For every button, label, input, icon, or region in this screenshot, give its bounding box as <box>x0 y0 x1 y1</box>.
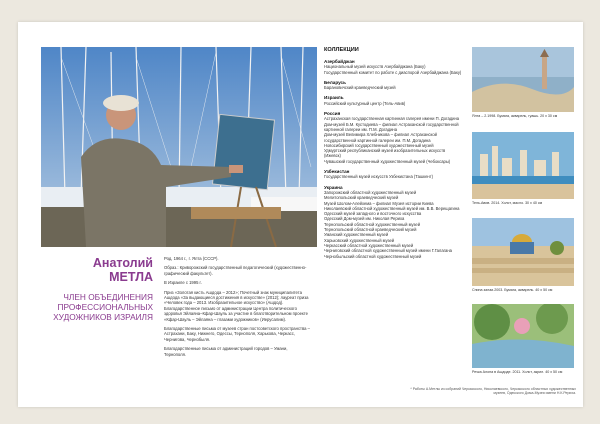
collection-entry: Барановичский краеведческий музей <box>324 85 396 91</box>
collection-entry: Государственный комитет по работе с диаспорой Азербайджана (Баку) <box>324 69 462 75</box>
collection-entry: Уманский художественный музей <box>324 232 389 238</box>
collection-country: Узбекистан <box>324 169 350 175</box>
painting-caption: Тель-Авив. 2014. Холст, масло. 30 x 40 см <box>472 201 543 205</box>
collection-entry: Музей Шолом-Алейхема – филиал Музея истории Киева <box>324 200 434 206</box>
bio-paragraph: Приз «Золотая кисть Ашдода – 2012»; Почетный знак муниципалитета Ашдода «За выдающиеся достижения в искусстве» (2012); лауреат приза «Человек года – 2013. Изобразительное искусство» (Ашдод). Благодарственное письмо от администрации Центра политического здоровья Эйлаяна–Кфар-Шауль за участие в благотворительном проекте «Кфар-Шауль – Эйлаяна – глазами художников» (Иерусалим). <box>164 289 309 322</box>
collection-country: Азербайджан <box>324 59 355 64</box>
collection-entry: Мелитопольский краеведческий музей <box>324 195 399 201</box>
collection-entry: Черниговский областной художественный музей имени Г.Галагана <box>324 248 452 254</box>
painting-caption: Спина залаи.2003. Бумага, акварель. 40 x 50 см <box>472 288 553 292</box>
collection-entry: Астраханская государственная картинная галерея имени П. Догадина <box>324 116 460 122</box>
bio-paragraph: В Израиле с 1995 г. <box>164 280 202 286</box>
collection-entry: Черкасский областной художественный музей <box>324 242 414 248</box>
collection-entry: Чернобыльский областной художественный музей <box>324 253 422 259</box>
collection-entry: Одесский музей западного и восточного искусства <box>324 211 422 217</box>
collection-country: Беларусь <box>324 79 346 85</box>
collection-entry: Харьковский художественный музей <box>324 237 395 243</box>
bio-paragraph: Образ.: Криворожский государственный педагогический (художественно-графический факультет). <box>164 265 307 276</box>
collection-entry: Национальный музей искусств Азербайджана (Баку) <box>324 64 426 70</box>
artist-name-block <box>41 256 153 322</box>
collection-entry: Дом-музей Велимира Хлебникова – филиал Астраханской государственной картинной галереи им. П.М. Догадина <box>324 132 437 143</box>
painting-yalta <box>472 47 574 112</box>
painting-caption: Речка Алона в Ашдоде. 2011. Холст, акрил. 40 x 50 см <box>472 370 563 374</box>
collection-entry: Николаевский областной художественный музей им. В.В. Верещагина <box>324 205 460 211</box>
painting-tel-aviv <box>472 132 574 199</box>
artist-painting-photo <box>41 47 317 247</box>
collection-entry: Чувашский государственный художественный музей (Чебоксары) <box>324 158 451 164</box>
collection-entry: Одесский Дом-музей им. Николая Рериха <box>324 216 405 222</box>
collections-title: КОЛЛЕКЦИИ <box>324 47 359 53</box>
collection-entry: Новосибирский государственный художественный музей <box>324 142 434 148</box>
artist-first-name: Анатолий <box>92 256 153 270</box>
collection-entry: Государственный музей искусств Узбекистана (Ташкент) <box>324 174 433 180</box>
collection-entry: Тернопольский областной художественный музей <box>324 221 421 227</box>
collection-country: Россия <box>324 111 341 117</box>
footnote: * Работы А.Метлы из собраний Черкасского, Николаевского, Черкасского областных художественных музеев, Одесского Дома-Музея имени Н.К.Рериха. <box>410 387 576 396</box>
painting-caption: Ялта – 2.1998. Бумага, акварель, гуашь. 20 x 30 см <box>472 114 558 118</box>
painting-jerusalem-wall <box>472 218 574 286</box>
bio-paragraph: Благодарственные письма от администраций городов – Умани, Тернополя. <box>164 346 288 357</box>
bio-paragraph: Род. 1964 г., г. Ялта (СССР). <box>164 256 219 261</box>
collection-entry: Запорожский областной художественный музей <box>324 189 417 195</box>
artist-last-name: МЕТЛА <box>109 270 153 284</box>
collection-entry: Дом-музей Б.М. Кустодиева – филиал Астраханской государственной картинной галереи им. П.М. Догадина <box>324 121 459 132</box>
collection-entry: Удмуртский республиканский музей изобразительных искусств (Ижевск) <box>324 148 446 159</box>
collection-country: Украина <box>324 184 343 190</box>
collection-entry: Российский культурный центр (Тель-Авив) <box>324 100 406 106</box>
collection-entry: Тернопольский областной краеведческий музей <box>324 227 417 233</box>
collection-country: Израиль <box>324 95 344 101</box>
membership-title: ЧЛЕН ОБЪЕДИНЕНИЯ ПРОФЕССИОНАЛЬНЫХ ХУДОЖНИКОВ ИЗРАИЛЯ <box>53 292 153 322</box>
bio-paragraph: Благодарственные письма от музеев стран постсоветского пространства – Астрахани, Баку, Нижнего, Одессы, Тернополя, Харькова, Черкасс, Чернигова, Чернобыля. <box>164 326 310 342</box>
collections-list <box>324 47 462 259</box>
catalog-page <box>18 22 583 407</box>
biography <box>164 256 310 361</box>
painting-river <box>472 304 574 368</box>
